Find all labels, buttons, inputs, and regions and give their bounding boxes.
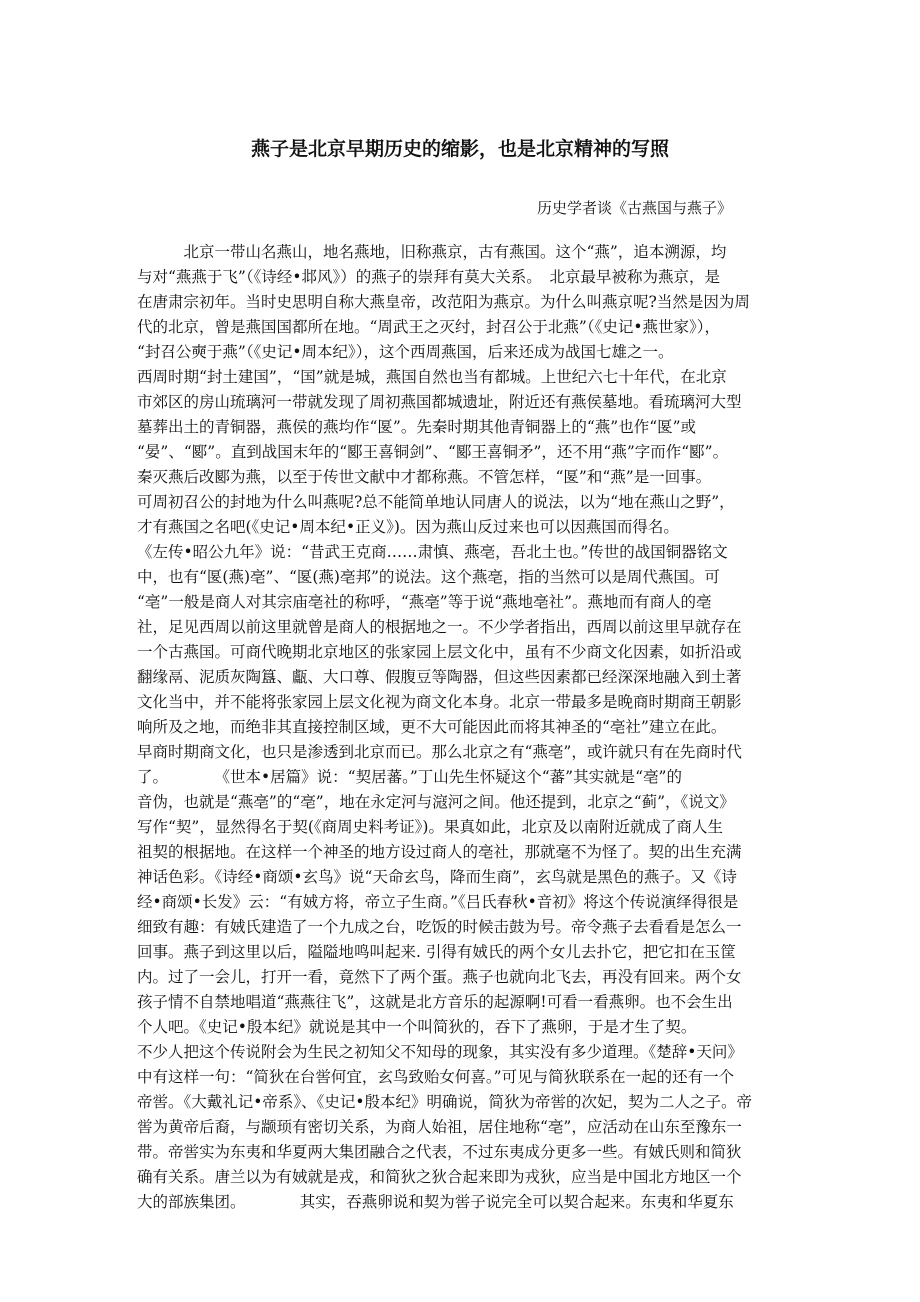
body-line: 回事。燕子到这里以后，隘隘地鸣叫起来. 引得有娀氏的两个女儿去扑它，把它扣在玉筐: [137, 943, 736, 961]
body-line: 了。 《世本•居篇》说：“契居蕃。”丁山先生怀疑这个“蕃”其实就是“亳”的: [137, 768, 682, 786]
body-line: 写作“契”，显然得名于契(《商周史料考证》)。果真如此，北京及以南附近就成了商人生: [137, 818, 723, 836]
body-line: “亳”一般是商人对其宗庙亳社的称呼，“燕亳”等于说“燕地亳社”。燕地而有商人的亳: [137, 593, 712, 611]
body-line: “封召公奭于燕”（《史记•周本纪》），这个西周燕国，后来还成为战国七雄之一。: [137, 343, 674, 361]
body-line: 早商时期商文化，也只是渗透到北京而已。那么北京之有“燕亳”，或许就只有在先商时代: [137, 743, 742, 761]
body-line: 中有这样一句：“简狄在台喾何宜，玄鸟致贻女何喜。”可见与简狄联系在一起的还有一个: [137, 1068, 735, 1086]
body-line: 代的北京，曾是燕国国都所在地。“周武王之灭纣，封召公于北燕”（《史记•燕世家》），: [137, 318, 720, 336]
body-line: 墓葬出土的青铜器，燕侯的燕均作“匽”。先秦时期其他青铜器上的“燕”也作“匽”或: [137, 418, 697, 436]
body-line: 响所及之地，而绝非其直接控制区域，更不大可能因此而将其神圣的“亳社”建立在此。: [137, 718, 727, 736]
body-line: 不少人把这个传说附会为生民之初知父不知母的现象，其实没有多少道理。《楚辞•天问》: [137, 1043, 743, 1061]
body-line: 中，也有“匽(燕)亳”、“匽(燕)亳邦”的说法。这个燕亳，指的当然可以是周代燕国。可: [137, 568, 720, 586]
body-line: 才有燕国之名吧(《史记•周本纪•正义》)。因为燕山反过来也可以因燕国而得名。: [137, 518, 679, 536]
body-line: 帝喾。《大戴礼记•帝系》、《史记•殷本纪》明确说，简狄为帝喾的次妃，契为二人之子。帝: [137, 1093, 753, 1111]
body-line: 翻缘鬲、泥质灰陶簋、甗、大口尊、假腹豆等陶器，但这些因素都已经深深地融入到土著: [137, 668, 742, 686]
body-line: 喾为黄帝后裔，与颛顼有密切关系，为商人始祖，居住地称“亳”，应活动在山东至豫东一: [137, 1118, 742, 1136]
body-line: 与对“燕燕于飞”（《诗经•邶风》）的燕子的崇拜有莫大关系。 北京最早被称为燕京，是: [137, 268, 720, 286]
body-line: 市郊区的房山琉璃河一带就发现了周初燕国都城遗址，附近还有燕侯墓地。看琉璃河大型: [137, 393, 742, 411]
body-line: 祖契的根据地。在这样一个神圣的地方设过商人的亳社，那就毫不为怪了。契的出生充满: [137, 843, 742, 861]
body-line: “晏”、“郾”。直到战国末年的“郾王喜铜剑”、“郾王喜铜矛”，还不用“燕”字而作“郾”。: [137, 443, 729, 461]
document-body: [137, 240, 787, 1215]
body-line: 经•商颂•长发》云：“有娀方将，帝立子生商。”《吕氏春秋•音初》将这个传说演绎得很是: [137, 893, 739, 911]
document-title: 燕子是北京早期历史的缩影，也是北京精神的写照: [250, 138, 669, 160]
body-line: 西周时期“封土建国”，“国”就是城，燕国自然也当有都城。上世纪六七十年代，在北京: [137, 368, 727, 386]
body-line: 内。过了一会儿，打开一看，竟然下了两个蛋。燕子也就向北飞去，再没有回来。两个女: [137, 968, 742, 986]
body-line: 秦灭燕后改郾为燕，以至于传世文献中才都称燕。不管怎样，“匽”和“燕”是一回事。: [137, 468, 712, 486]
body-line: 文化当中，并不能将张家园上层文化视为商文化本身。北京一带最多是晚商时期商王朝影: [137, 693, 742, 711]
body-line: 确有关系。唐兰以为有娀就是戎，和简狄之狄合起来即为戎狄，应当是中国北方地区一个: [137, 1168, 742, 1186]
document-subtitle: 历史学者谈《古燕国与燕子》: [537, 199, 733, 217]
body-line: 神话色彩。《诗经•商颂•玄鸟》说“天命玄鸟，降而生商”，玄鸟就是黑色的燕子。又《诗: [137, 868, 737, 886]
body-line: 一个古燕国。可商代晚期北京地区的张家园上层文化中，虽有不少商文化因素，如折沿或: [137, 643, 742, 661]
body-line: 大的部族集团。 其实，吞燕卵说和契为喾子说完全可以契合起来。东夷和华夏东: [137, 1193, 734, 1211]
body-line: 《左传•昭公九年》说：“昔武王克商……肃慎、燕亳，吾北土也。”传世的战国铜器铭文: [137, 543, 728, 561]
body-line: 可周初召公的封地为什么叫燕呢?总不能简单地认同唐人的说法，以为“地在燕山之野”，: [137, 493, 735, 511]
body-line: 音伪，也就是“燕亳”的“亳”，地在永定河与滱河之间。他还提到，北京之“蓟”，《说文》: [137, 793, 735, 811]
body-line: 带。帝喾实为东夷和华夏两大集团融合之代表，不过东夷成分更多一些。有娀氏则和简狄: [137, 1143, 742, 1161]
body-line: 社，足见西周以前这里就曾是商人的根据地之一。不少学者指出，西周以前这里早就存在: [137, 618, 742, 636]
body-line: 个人吧。《史记•殷本纪》就说是其中一个叫简狄的，吞下了燕卵，于是才生了契。: [137, 1018, 697, 1036]
body-line: 细致有趣：有娀氏建造了一个九成之台，吃饭的时候击鼓为号。帝令燕子去看看是怎么一: [137, 918, 742, 936]
body-line: 北京一带山名燕山，地名燕地，旧称燕京，古有燕国。这个“燕”，追本溯源，均: [137, 243, 727, 261]
body-line: 在唐肃宗初年。当时史思明自称大燕皇帝，改范阳为燕京。为什么叫燕京呢?当然是因为周: [137, 293, 750, 311]
body-line: 孩子情不自禁地唱道“燕燕往飞”，这就是北方音乐的起源啊!可看一看燕卵。也不会生出: [137, 993, 733, 1011]
